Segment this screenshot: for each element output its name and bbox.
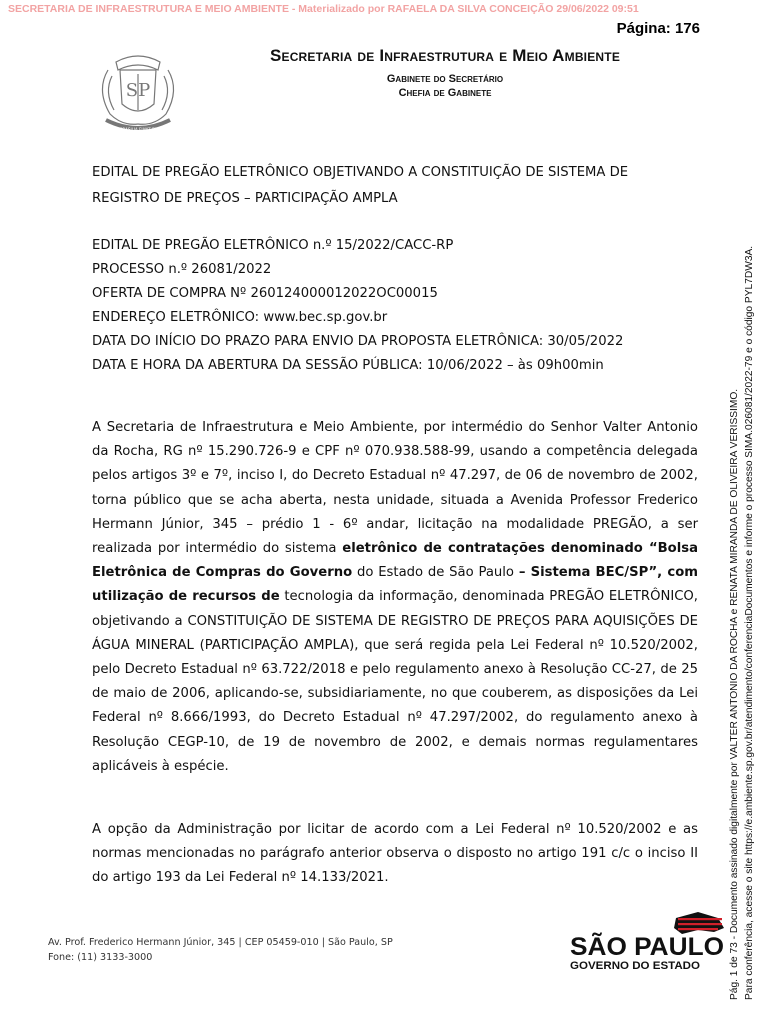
purchase-offer: OFERTA DE COMPRA Nº 260124000012022OC00015 [92,286,438,301]
digital-signature-note [728,180,757,1000]
verification-line: Para conferência, acesse o site https://e.ambiente.sp.gov.br/atendimento/conferenciaDocumentos e informe o processo SIMA.026081/2022-79 e o código PYL7DW3A. [743,245,755,1000]
body-paragraph-2: A opção da Administração por licitar de acordo com a Lei Federal nº 10.520/2002 e as normas mencionadas no parágrafo anterior observa o disposto no artigo 191 c/c o inciso II do artigo 193 da Lei Federal nº 14.133/2021. [92,822,698,886]
sp-coat-of-arms-seal [88,40,188,140]
footer-phone: Fone: (11) 3133-3000 [48,952,153,963]
svg-text:GOVERNO DO ESTADO: GOVERNO DO ESTADO [570,960,701,972]
svg-text:SÃO PAULO: SÃO PAULO [570,933,717,961]
footer-address: Av. Prof. Frederico Hermann Júnior, 345 | CEP 05459-010 | São Paulo, SP [48,937,393,948]
state-map-icon [674,912,724,934]
cabinet-subtitle: Gabinete do Secretário [386,73,504,85]
electronic-address: ENDEREÇO ELETRÔNICO: www.bec.sp.gov.br [92,310,388,325]
proposal-start-date: DATA DO INÍCIO DO PRAZO PARA ENVIO DA PROPOSTA ELETRÔNICA: 30/05/2022 [92,334,624,349]
page-number: Página: 176 [616,20,700,37]
svg-text:SP: SP [125,80,151,101]
institution-title: Secretaria de Infraestrutura e Meio Ambiente [269,46,621,65]
chief-subtitle: Chefia de Gabinete [398,87,492,99]
body-paragraph-1: A Secretaria de Infraestrutura e Meio Ambiente, por intermédio do Senhor Valter Antonio da Rocha, RG nº 15.290.726-9 e CPF nº 070.938.588-99, usando a competência delegada pelos artigos 3º e 7º, inciso I, do Decreto Estadual nº 47.297, de 06 de novembro de 2002, torna público que se acha aberta, nesta unidade, situada a Avenida Professor Frederico Hermann Júnior, 345 – prédio 1 - 6º andar, licitação na modalidade PREGÃO, a ser realizada por intermédio do sistema eletrônico de contratações denominado “Bolsa Eletrônica de Compras do Governo do Estado de São Paulo – Sistema BEC/SP”, com utilização de recursos de tecnologia da informação, denominada PREGÃO ELETRÔNICO, objetivando a CONSTITUIÇÃO DE SISTEMA DE REGISTRO DE PREÇOS PARA AQUISIÇÕES DE ÁGUA MINERAL (PARTICIPAÇÃO AMPLA), que será regida pela Lei Federal nº 10.520/2002, pelo Decreto Estadual nº 63.722/2018 e pelo regulamento anexo à Resolução CC-27, de 25 de maio de 2006, aplicando-se, subsidiariamente, no que couberem, as disposições da Lei Federal nº 8.666/1993, do Decreto Estadual nº 47.297/2002, do regulamento anexo à Resolução CEGP-10, de 19 de novembro de 2002, e demais normas regulamentares aplicáveis à espécie. [92,420,698,774]
footer-address-block [48,935,393,965]
edital-metadata [92,234,698,378]
sao-paulo-government-logo [566,910,728,972]
edital-number: EDITAL DE PREGÃO ELETRÔNICO n.º 15/2022/CACC-RP [92,238,454,253]
session-opening-date: DATA E HORA DA ABERTURA DA SESSÃO PÚBLICA: 10/06/2022 – às 09h00min [92,358,604,373]
edital-heading: EDITAL DE PREGÃO ELETRÔNICO OBJETIVANDO A CONSTITUIÇÃO DE SISTEMA DE REGISTRO DE PREÇOS – PARTICIPAÇÃO AMPLA [92,165,629,206]
letterhead [190,46,700,100]
signature-line: Pág. 1 de 73 - Documento assinado digitalmente por VALTER ANTONIO DA ROCHA e RENATA MIRANDA DE OLIVEIRA VERISSIMO. [729,388,740,1000]
materialized-stamp: SECRETARIA DE INFRAESTRUTURA E MEIO AMBIENTE - Materializado por RAFAELA DA SILVA CONCEIÇÃO 29/06/2022 09:51 [8,3,639,15]
process-number: PROCESSO n.º 26081/2022 [92,262,272,277]
svg-text:PRO BRASILIA FIANT EXIMIA: PRO BRASILIA FIANT EXIMIA [110,127,166,132]
